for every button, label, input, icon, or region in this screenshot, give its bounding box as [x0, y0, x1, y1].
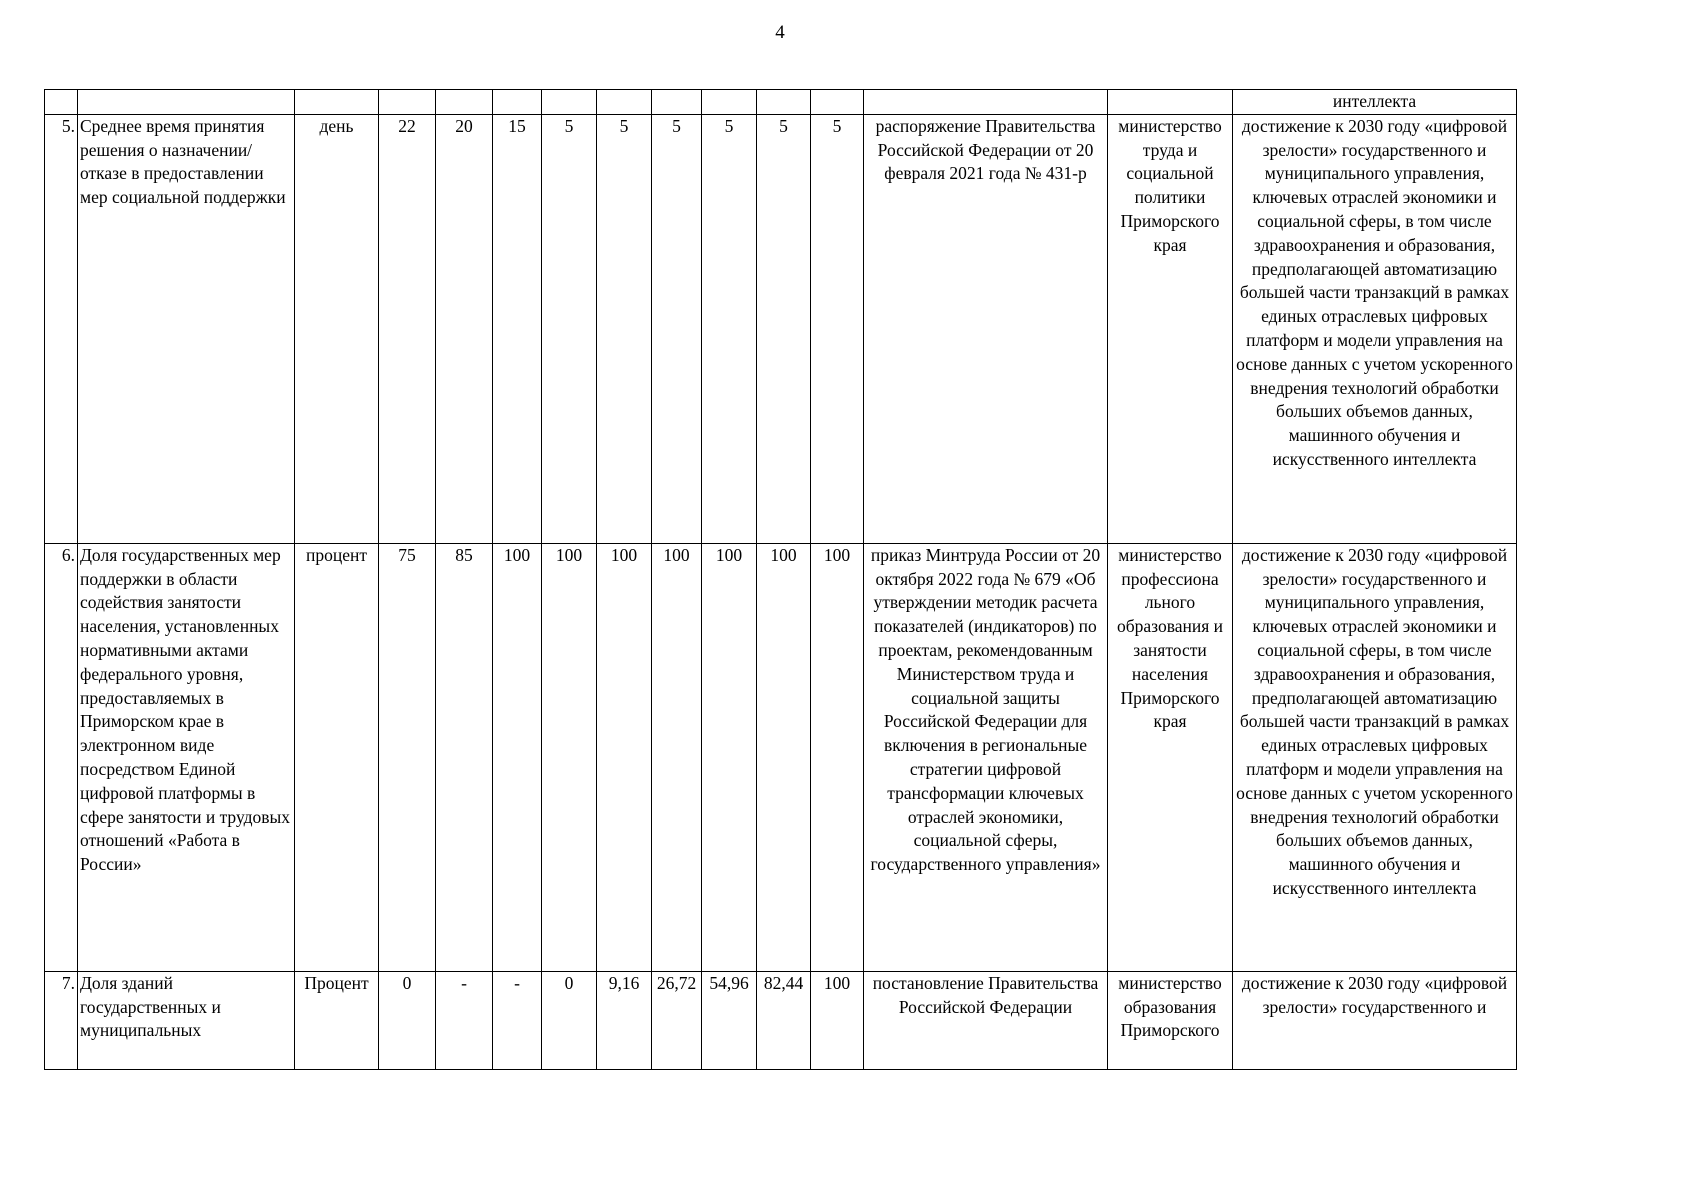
table-row [45, 114, 1517, 543]
cell-value [493, 90, 542, 115]
cell-value: 5 [757, 114, 811, 543]
cell-value: - [493, 971, 542, 1069]
cell-responsible [1108, 90, 1233, 115]
cell-value: 5 [702, 114, 757, 543]
cell-value: 5 [597, 114, 652, 543]
cell-value: 54,96 [702, 971, 757, 1069]
cell-value [379, 90, 436, 115]
cell-unit: процент [295, 543, 379, 971]
cell-value [811, 90, 864, 115]
cell-unit: день [295, 114, 379, 543]
table-row [45, 543, 1517, 971]
cell-indicator-name [78, 90, 295, 115]
cell-indicator-name: Доля государственных мер поддержки в области содействия занятости населения, установленных нормативными актами федерального уровня, предоставляемых в Приморском крае в электронном виде посредством Единой цифровой платформы в сфере занятости и трудовых отношений «Работа в России» [78, 543, 295, 971]
cell-value: 26,72 [652, 971, 702, 1069]
cell-value: 5 [811, 114, 864, 543]
indicators-table [44, 89, 1517, 1070]
cell-value: 100 [597, 543, 652, 971]
cell-unit [295, 90, 379, 115]
cell-responsible: министерство образования Приморского [1108, 971, 1233, 1069]
cell-value: 100 [702, 543, 757, 971]
cell-value: 100 [542, 543, 597, 971]
cell-value: 0 [542, 971, 597, 1069]
table-row-continuation [45, 90, 1517, 115]
cell-indicator-name: Доля зданий государственных и муниципальных [78, 971, 295, 1069]
cell-value: 0 [379, 971, 436, 1069]
cell-value: 75 [379, 543, 436, 971]
cell-value: 85 [436, 543, 493, 971]
cell-value: 100 [652, 543, 702, 971]
cell-value: 100 [757, 543, 811, 971]
cell-value: 15 [493, 114, 542, 543]
cell-value [436, 90, 493, 115]
cell-unit: Процент [295, 971, 379, 1069]
cell-value [702, 90, 757, 115]
cell-responsible: министерство труда и социальной политики Приморского края [1108, 114, 1233, 543]
cell-number: 7. [45, 971, 78, 1069]
cell-value: 9,16 [597, 971, 652, 1069]
cell-value [652, 90, 702, 115]
cell-value: 5 [542, 114, 597, 543]
cell-responsible: министерство профессиона льного образования и занятости населения Приморского края [1108, 543, 1233, 971]
cell-document: постановление Правительства Российской Федерации [864, 971, 1108, 1069]
page-number: 4 [775, 22, 785, 43]
cell-document: распоряжение Правительства Российской Федерации от 20 февраля 2021 года № 431-р [864, 114, 1108, 543]
cell-value: - [436, 971, 493, 1069]
cell-document: приказ Минтруда России от 20 октября 2022 года № 679 «Об утверждении методик расчета показателей (индикаторов) по проектам, рекомендованным Министерством труда и социальной защиты Российской Федерации для включения в региональные стратегии цифровой трансформации ключевых отраслей экономики, социальной сферы, государственного управления» [864, 543, 1108, 971]
cell-document [864, 90, 1108, 115]
cell-number: 5. [45, 114, 78, 543]
cell-value: 100 [811, 971, 864, 1069]
cell-value: 100 [493, 543, 542, 971]
cell-value: 82,44 [757, 971, 811, 1069]
cell-indicator-name: Среднее время принятия решения о назначении/отказе в предоставлении мер социальной поддержки [78, 114, 295, 543]
cell-value: 100 [811, 543, 864, 971]
cell-goal: достижение к 2030 году «цифровой зрелости» государственного и муниципального управления, ключевых отраслей экономики и социальной сферы, в том числе здравоохранения и образования, предполагающей автоматизацию большей части транзакций в рамках единых отраслевых цифровых платформ и модели управления на основе данных с учетом ускоренного внедрения технологий обработки больших объемов данных, машинного обучения и искусственного интеллекта [1233, 114, 1517, 543]
cell-value [597, 90, 652, 115]
cell-value: 5 [652, 114, 702, 543]
cell-goal: достижение к 2030 году «цифровой зрелости» государственного и муниципального управления, ключевых отраслей экономики и социальной сферы, в том числе здравоохранения и образования, предполагающей автоматизацию большей части транзакций в рамках единых отраслевых цифровых платформ и модели управления на основе данных с учетом ускоренного внедрения технологий обработки больших объемов данных, машинного обучения и искусственного интеллекта [1233, 543, 1517, 971]
cell-value [542, 90, 597, 115]
cell-number: 6. [45, 543, 78, 971]
cell-value [757, 90, 811, 115]
cell-number [45, 90, 78, 115]
cell-value: 22 [379, 114, 436, 543]
table-row [45, 971, 1517, 1069]
cell-goal: достижение к 2030 году «цифровой зрелости» государственного и [1233, 971, 1517, 1069]
cell-goal: интеллекта [1233, 90, 1517, 115]
cell-value: 20 [436, 114, 493, 543]
